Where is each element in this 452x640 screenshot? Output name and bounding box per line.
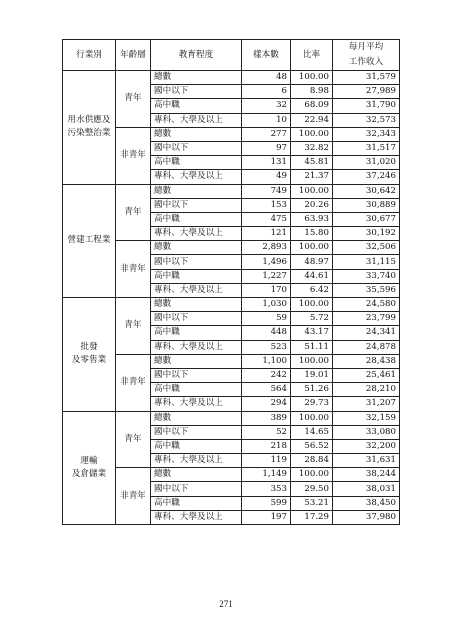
income-cell: 37,980 (333, 510, 400, 524)
ratio-cell: 28.84 (291, 454, 333, 468)
education-cell: 總數 (151, 241, 242, 255)
page-number: 271 (219, 599, 233, 609)
education-cell: 國中以下 (151, 425, 242, 439)
age-group-cell (116, 411, 151, 468)
age-group-cell (116, 184, 151, 241)
sample-count-cell: 49 (242, 170, 291, 184)
income-cell: 32,159 (333, 411, 400, 425)
age-group-cell (116, 127, 151, 184)
education-cell: 國中以下 (151, 482, 242, 496)
sample-count-cell: 1,100 (242, 354, 291, 368)
income-cell: 31,207 (333, 397, 400, 411)
education-cell: 高中職 (151, 383, 242, 397)
age-group-cell (116, 71, 151, 128)
sample-count-cell: 6 (242, 85, 291, 99)
sample-count-cell: 564 (242, 383, 291, 397)
ratio-cell: 53.21 (291, 496, 333, 510)
sample-count-cell: 59 (242, 312, 291, 326)
ratio-cell: 22.94 (291, 113, 333, 127)
ratio-cell: 21.37 (291, 170, 333, 184)
age-group-label: 青年 (124, 433, 142, 444)
sample-count-cell: 97 (242, 141, 291, 155)
age-group-label: 青年 (124, 206, 142, 217)
header-education: 教育程度 (151, 40, 242, 71)
ratio-cell: 51.11 (291, 340, 333, 354)
income-cell: 31,020 (333, 156, 400, 170)
sample-count-cell: 1,149 (242, 468, 291, 482)
education-cell: 高中職 (151, 269, 242, 283)
income-cell: 24,878 (333, 340, 400, 354)
industry-label-line: 及倉儲業 (71, 468, 107, 479)
age-group-cell (116, 468, 151, 525)
ratio-cell: 5.72 (291, 312, 333, 326)
sample-count-cell: 1,227 (242, 269, 291, 283)
income-cell: 32,200 (333, 439, 400, 453)
age-group-label: 非青年 (120, 377, 146, 388)
sample-count-cell: 294 (242, 397, 291, 411)
income-cell: 35,596 (333, 283, 400, 297)
income-cell: 31,631 (333, 454, 400, 468)
ratio-cell: 20.26 (291, 198, 333, 212)
education-cell: 專科、大學及以上 (151, 113, 242, 127)
table-row (63, 411, 400, 425)
education-cell: 總數 (151, 298, 242, 312)
industry-label-line: 污染整治業 (67, 128, 111, 139)
table-row (63, 71, 400, 85)
income-cell: 33,740 (333, 269, 400, 283)
industry-cell (63, 411, 116, 525)
ratio-cell: 43.17 (291, 326, 333, 340)
age-group-cell (116, 354, 151, 411)
age-group-cell (116, 241, 151, 298)
industry-label-line: 用水供應及 (67, 115, 111, 126)
sample-count-cell: 52 (242, 425, 291, 439)
sample-count-cell: 523 (242, 340, 291, 354)
sample-count-cell: 353 (242, 482, 291, 496)
income-cell: 32,343 (333, 127, 400, 141)
ratio-cell: 8.98 (291, 85, 333, 99)
education-cell: 專科、大學及以上 (151, 510, 242, 524)
ratio-cell: 68.09 (291, 99, 333, 113)
education-cell: 國中以下 (151, 85, 242, 99)
education-cell: 高中職 (151, 99, 242, 113)
sample-count-cell: 197 (242, 510, 291, 524)
industry-cell (63, 71, 116, 185)
income-cell: 27,989 (333, 85, 400, 99)
table-row (63, 298, 400, 312)
industry-label-line: 批發 (80, 342, 98, 353)
sample-count-cell: 1,030 (242, 298, 291, 312)
ratio-cell: 48.97 (291, 255, 333, 269)
education-cell: 總數 (151, 411, 242, 425)
education-cell: 高中職 (151, 496, 242, 510)
income-cell: 25,461 (333, 368, 400, 382)
income-cell: 31,517 (333, 141, 400, 155)
income-cell: 31,790 (333, 99, 400, 113)
ratio-cell: 19.01 (291, 368, 333, 382)
sample-count-cell: 389 (242, 411, 291, 425)
education-cell: 高中職 (151, 326, 242, 340)
education-cell: 專科、大學及以上 (151, 454, 242, 468)
ratio-cell: 14.65 (291, 425, 333, 439)
education-cell: 專科、大學及以上 (151, 227, 242, 241)
ratio-cell: 100.00 (291, 127, 333, 141)
education-cell: 專科、大學及以上 (151, 340, 242, 354)
education-cell: 總數 (151, 184, 242, 198)
education-cell: 國中以下 (151, 312, 242, 326)
sample-count-cell: 242 (242, 368, 291, 382)
sample-count-cell: 277 (242, 127, 291, 141)
ratio-cell: 63.93 (291, 212, 333, 226)
education-cell: 專科、大學及以上 (151, 170, 242, 184)
income-cell: 32,573 (333, 113, 400, 127)
age-group-label: 非青年 (120, 263, 146, 274)
table-header-row (63, 40, 400, 71)
table-row (63, 184, 400, 198)
income-cell: 31,115 (333, 255, 400, 269)
income-cell: 23,799 (333, 312, 400, 326)
sample-count-cell: 448 (242, 326, 291, 340)
ratio-cell: 44.61 (291, 269, 333, 283)
income-cell: 24,580 (333, 298, 400, 312)
income-cell: 24,341 (333, 326, 400, 340)
sample-count-cell: 131 (242, 156, 291, 170)
income-cell: 38,244 (333, 468, 400, 482)
age-group-label: 非青年 (120, 490, 146, 501)
industry-cell (63, 298, 116, 412)
header-income-line1: 每月平均 (348, 42, 384, 52)
header-monthly-income (333, 40, 400, 71)
sample-count-cell: 599 (242, 496, 291, 510)
ratio-cell: 56.52 (291, 439, 333, 453)
age-group-cell (116, 298, 151, 355)
sample-count-cell: 2,893 (242, 241, 291, 255)
education-cell: 專科、大學及以上 (151, 397, 242, 411)
header-industry: 行業別 (63, 40, 116, 71)
income-table (62, 39, 400, 525)
income-cell: 38,031 (333, 482, 400, 496)
age-group-label: 青年 (124, 93, 142, 104)
header-age-group: 年齡層 (116, 40, 151, 71)
education-cell: 總數 (151, 71, 242, 85)
income-cell: 30,889 (333, 198, 400, 212)
sample-count-cell: 475 (242, 212, 291, 226)
ratio-cell: 17.29 (291, 510, 333, 524)
income-cell: 30,192 (333, 227, 400, 241)
sample-count-cell: 749 (242, 184, 291, 198)
ratio-cell: 100.00 (291, 468, 333, 482)
ratio-cell: 100.00 (291, 354, 333, 368)
income-cell: 28,438 (333, 354, 400, 368)
header-sample-count: 樣本數 (242, 40, 291, 71)
sample-count-cell: 1,496 (242, 255, 291, 269)
sample-count-cell: 170 (242, 283, 291, 297)
income-cell: 37,246 (333, 170, 400, 184)
ratio-cell: 100.00 (291, 184, 333, 198)
education-cell: 國中以下 (151, 141, 242, 155)
industry-label-line: 營建工程業 (67, 235, 111, 246)
income-cell: 28,210 (333, 383, 400, 397)
ratio-cell: 100.00 (291, 241, 333, 255)
industry-label-line: 運輸 (80, 455, 98, 466)
education-cell: 國中以下 (151, 368, 242, 382)
ratio-cell: 6.42 (291, 283, 333, 297)
ratio-cell: 100.00 (291, 71, 333, 85)
education-cell: 高中職 (151, 156, 242, 170)
education-cell: 高中職 (151, 212, 242, 226)
industry-label-line: 及零售業 (71, 355, 107, 366)
income-cell: 30,677 (333, 212, 400, 226)
sample-count-cell: 10 (242, 113, 291, 127)
ratio-cell: 45.81 (291, 156, 333, 170)
industry-cell (63, 184, 116, 298)
ratio-cell: 32.82 (291, 141, 333, 155)
education-cell: 專科、大學及以上 (151, 283, 242, 297)
income-cell: 30,642 (333, 184, 400, 198)
income-cell: 38,450 (333, 496, 400, 510)
age-group-label: 非青年 (120, 150, 146, 161)
sample-count-cell: 121 (242, 227, 291, 241)
age-group-label: 青年 (124, 320, 142, 331)
ratio-cell: 29.50 (291, 482, 333, 496)
income-cell: 32,506 (333, 241, 400, 255)
sample-count-cell: 218 (242, 439, 291, 453)
table-body (63, 71, 400, 525)
header-ratio: 比率 (291, 40, 333, 71)
ratio-cell: 100.00 (291, 298, 333, 312)
ratio-cell: 51.26 (291, 383, 333, 397)
income-cell: 31,579 (333, 71, 400, 85)
ratio-cell: 29.73 (291, 397, 333, 411)
income-cell: 33,080 (333, 425, 400, 439)
education-cell: 總數 (151, 127, 242, 141)
education-cell: 國中以下 (151, 198, 242, 212)
sample-count-cell: 153 (242, 198, 291, 212)
education-cell: 高中職 (151, 439, 242, 453)
ratio-cell: 100.00 (291, 411, 333, 425)
sample-count-cell: 32 (242, 99, 291, 113)
education-cell: 總數 (151, 468, 242, 482)
sample-count-cell: 48 (242, 71, 291, 85)
education-cell: 總數 (151, 354, 242, 368)
education-cell: 國中以下 (151, 255, 242, 269)
header-income-line2: 工作收入 (348, 57, 384, 67)
sample-count-cell: 119 (242, 454, 291, 468)
ratio-cell: 15.80 (291, 227, 333, 241)
